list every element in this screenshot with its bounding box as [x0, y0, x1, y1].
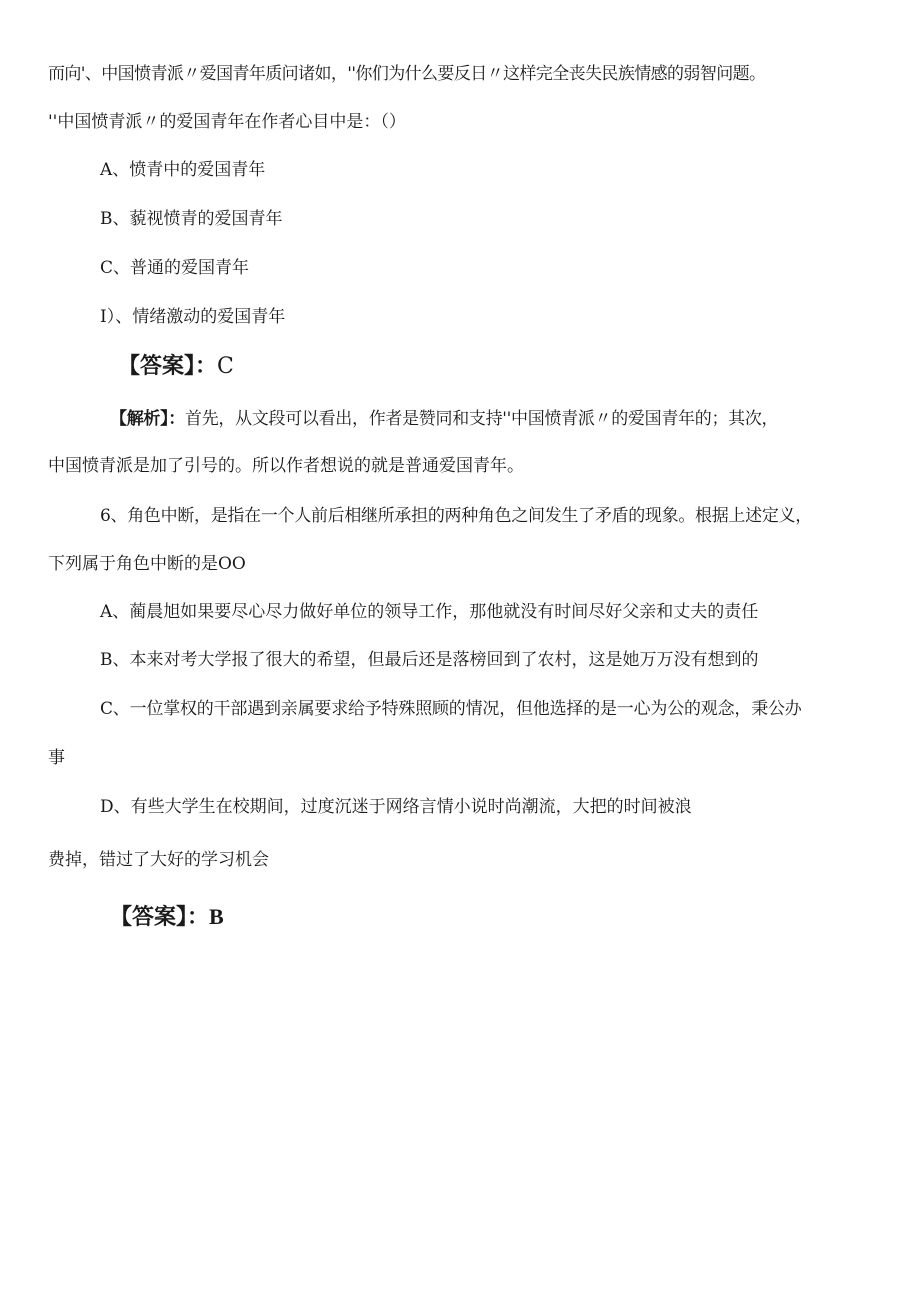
q6-option-d-line-1: D、有些大学生在校期间，过度沉迷于网络言情小说时尚潮流，大把的时间被浪 [100, 797, 692, 817]
q6-option-c-line-2: 事 [48, 748, 65, 768]
q6-answer-label: 【答案】： [110, 905, 210, 930]
q5-answer [118, 352, 234, 382]
q5-analysis-line-2: 中国愤青派是加了引号的。所以作者想说的就是普通爱国青年。 [48, 456, 524, 476]
q5-stem-line-1: 而向'、中国愤青派〃爱国青年质问诸如，''你们为什么要反日〃这样完全丧失民族情感的弱智问题。 [48, 64, 766, 84]
q6-option-d-line-2: 费掉，错过了大好的学习机会 [48, 850, 269, 870]
q5-answer-label: 【答案】： [118, 354, 218, 379]
q6-option-c-line-1: C、一位掌权的干部遇到亲属要求给予特殊照顾的情况，但他选择的是一心为公的观念，秉公办 [100, 699, 802, 719]
q5-option-b: B、藐视愤青的爱国青年 [100, 209, 283, 229]
q5-analysis-line-1 [110, 407, 778, 431]
q5-option-d: I）、情绪激动的爱国青年 [100, 307, 286, 327]
q5-analysis-label: 【解析】： [110, 409, 185, 429]
q6-answer [110, 902, 224, 933]
q6-answer-value: B [209, 904, 224, 929]
q5-analysis-text-1: 首先，从文段可以看出，作者是赞同和支持''中国愤青派〃的爱国青年的；其次， [185, 409, 779, 429]
q5-answer-value: C [217, 354, 234, 379]
q5-option-c: C、普通的爱国青年 [100, 258, 250, 278]
q5-stem-line-2: ''中国愤青派〃的爱国青年在作者心目中是：（） [48, 112, 406, 132]
q6-stem-line-1: 6、角色中断，是指在一个人前后相继所承担的两种角色之间发生了矛盾的现象。根据上述定义， [100, 506, 812, 526]
q6-option-b: B、本来对考大学报了很大的希望，但最后还是落榜回到了农村，这是她万万没有想到的 [100, 650, 759, 670]
q6-option-a: A、蔺晨旭如果要尽心尽力做好单位的领导工作，那他就没有时间尽好父亲和丈夫的责任 [100, 602, 759, 622]
q5-option-a: A、愤青中的爱国青年 [100, 160, 266, 180]
q6-stem-line-2: 下列属于角色中断的是OO [48, 554, 246, 574]
